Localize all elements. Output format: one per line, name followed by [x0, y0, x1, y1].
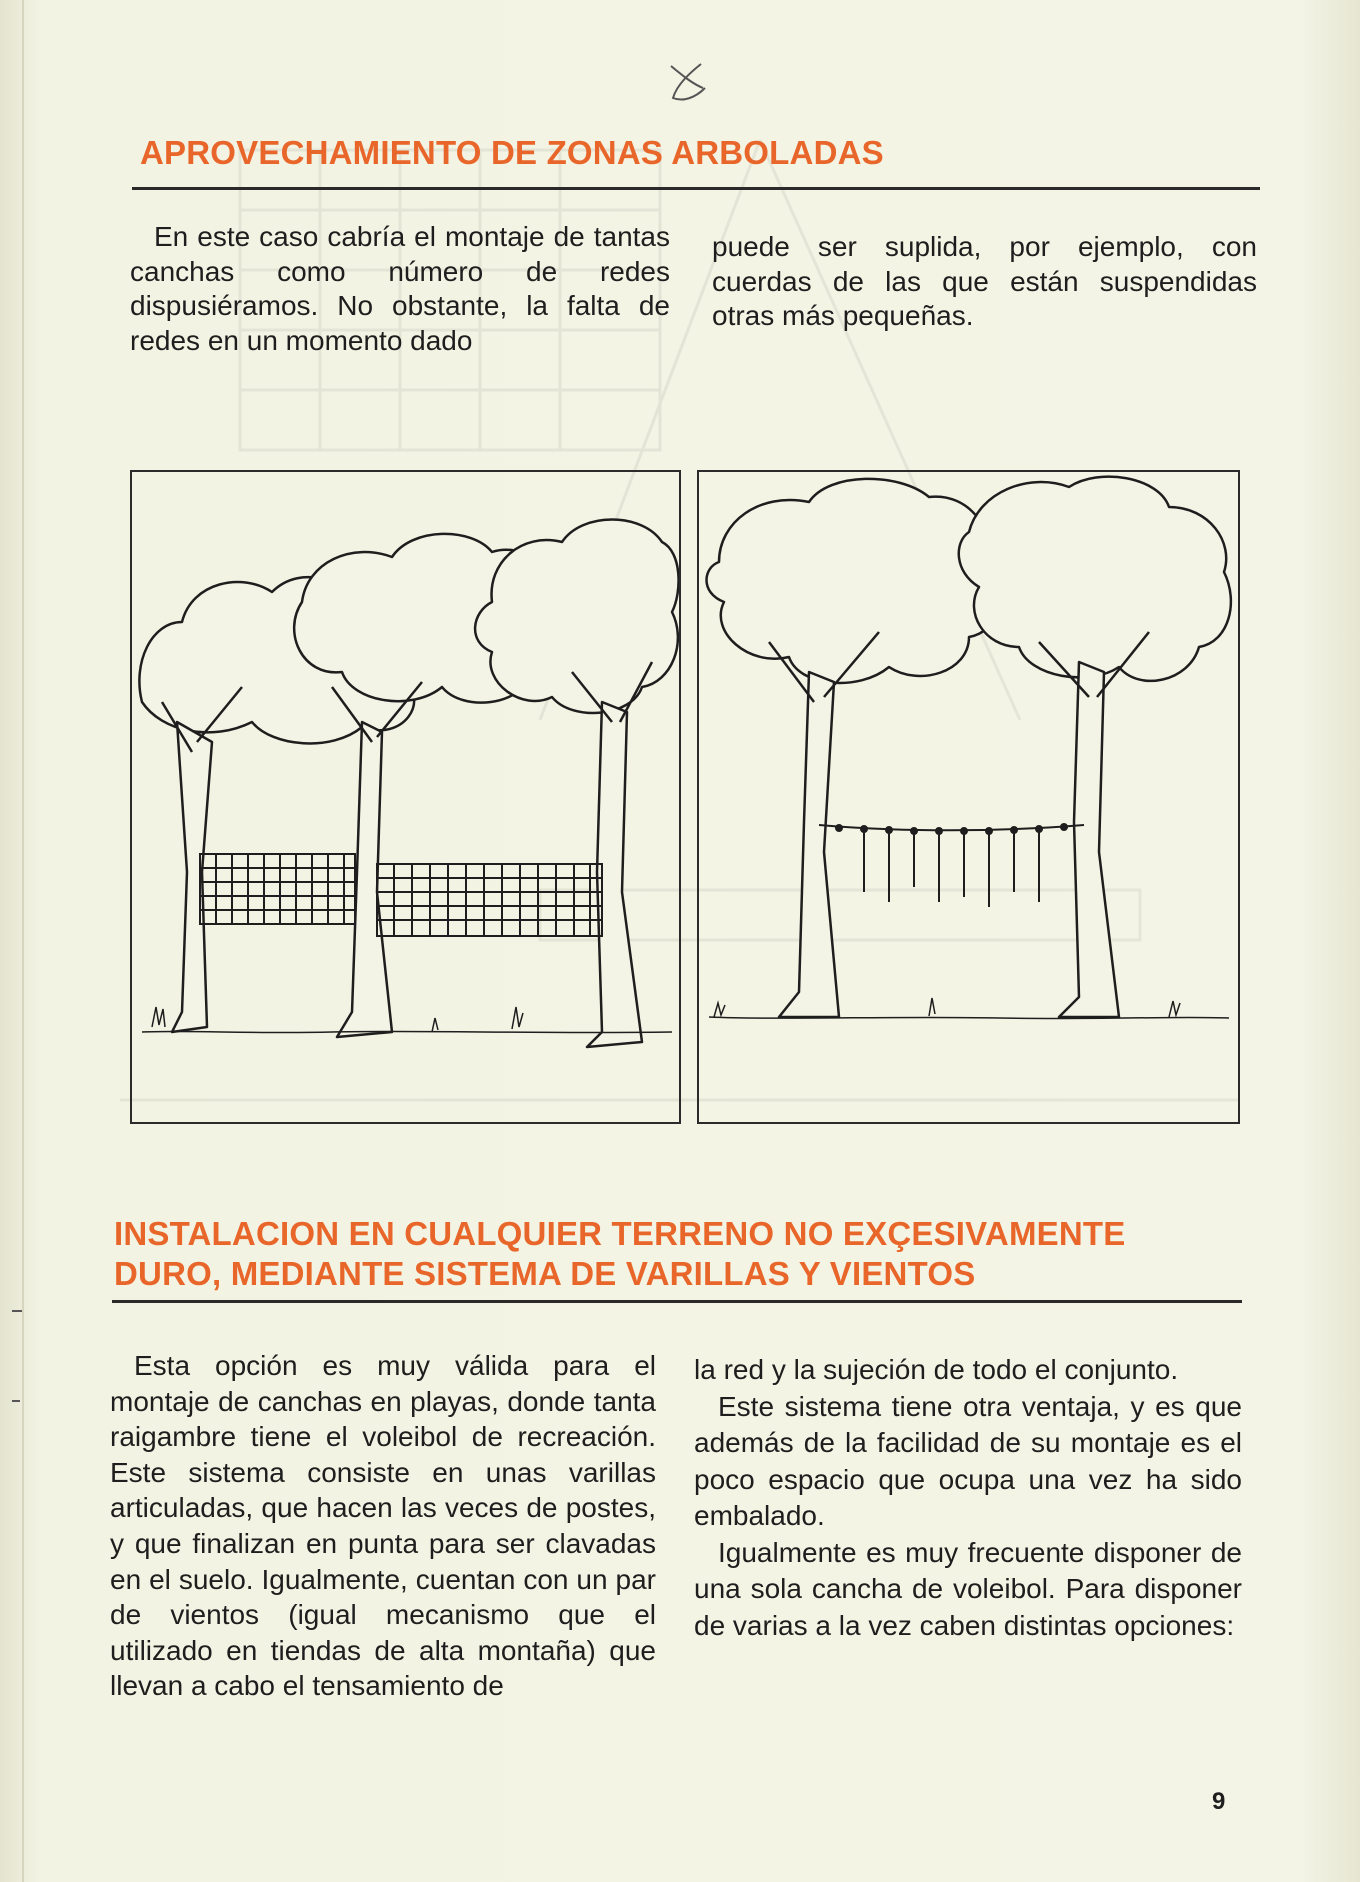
- illustration-frame-left: [130, 470, 681, 1124]
- three-trees-nets-illustration: [132, 472, 679, 1122]
- heading-rule: [112, 1300, 1242, 1303]
- paragraph: Esta opción es muy válida para el montaje de canchas en playas, donde tanta raigambre tiene el voleibol de recreación. Este sistema consiste en unas varillas articuladas, que hacen las veces de postes, y que finalizan en punta para ser clavadas en el suelo. Igualmente, cuentan con un par de vientos (igual mecanismo que el utilizado en tiendas de alta montaña) que llevan a cabo el tensamiento de: [110, 1350, 656, 1702]
- text-column-right: [712, 230, 1257, 334]
- rope-with-cords: [819, 824, 1084, 907]
- binding-mark: [12, 1310, 22, 1312]
- heading-line: INSTALACION EN CUALQUIER TERRENO NO EXÇESIVAMENTE: [114, 1215, 1126, 1252]
- section-heading-rods-and-guylines: [114, 1214, 1274, 1294]
- handwritten-mark: [663, 58, 711, 106]
- binding-edge: [22, 0, 24, 1882]
- page-number: 9: [1212, 1788, 1226, 1815]
- heading-rule: [132, 187, 1260, 190]
- illustration-frame-right: [697, 470, 1240, 1124]
- text-column-left: [110, 1348, 656, 1704]
- section-heading-wooded-areas: APROVECHAMIENTO DE ZONAS ARBOLADAS: [140, 134, 884, 171]
- binding-mark: [12, 1400, 20, 1402]
- text-column-left: [130, 220, 670, 358]
- text-column-right: [694, 1352, 1242, 1644]
- paragraph: Este sistema tiene otra ventaja, y es que además de la facilidad de su montaje es el poco espacio que ocupa una vez ha sido embalado.: [694, 1390, 1242, 1531]
- heading-line: DURO, MEDIANTE SISTEMA DE VARILLAS Y VIENTOS: [114, 1255, 976, 1292]
- paragraph: En este caso cabría el montaje de tantas canchas como número de redes dispusiéramos. No obstante, la falta de redes en un momento dado: [130, 221, 670, 356]
- volleyball-net: [200, 854, 602, 936]
- paragraph: puede ser suplida, por ejemplo, con cuerdas de las que están suspendidas otras más pequeñas.: [712, 231, 1257, 331]
- paragraph: Igualmente es muy frecuente disponer de una sola cancha de voleibol. Para disponer de varias a la vez caben distintas opciones:: [694, 1536, 1242, 1641]
- paragraph: la red y la sujeción de todo el conjunto.: [694, 1354, 1179, 1385]
- two-trees-rope-illustration: [699, 472, 1238, 1122]
